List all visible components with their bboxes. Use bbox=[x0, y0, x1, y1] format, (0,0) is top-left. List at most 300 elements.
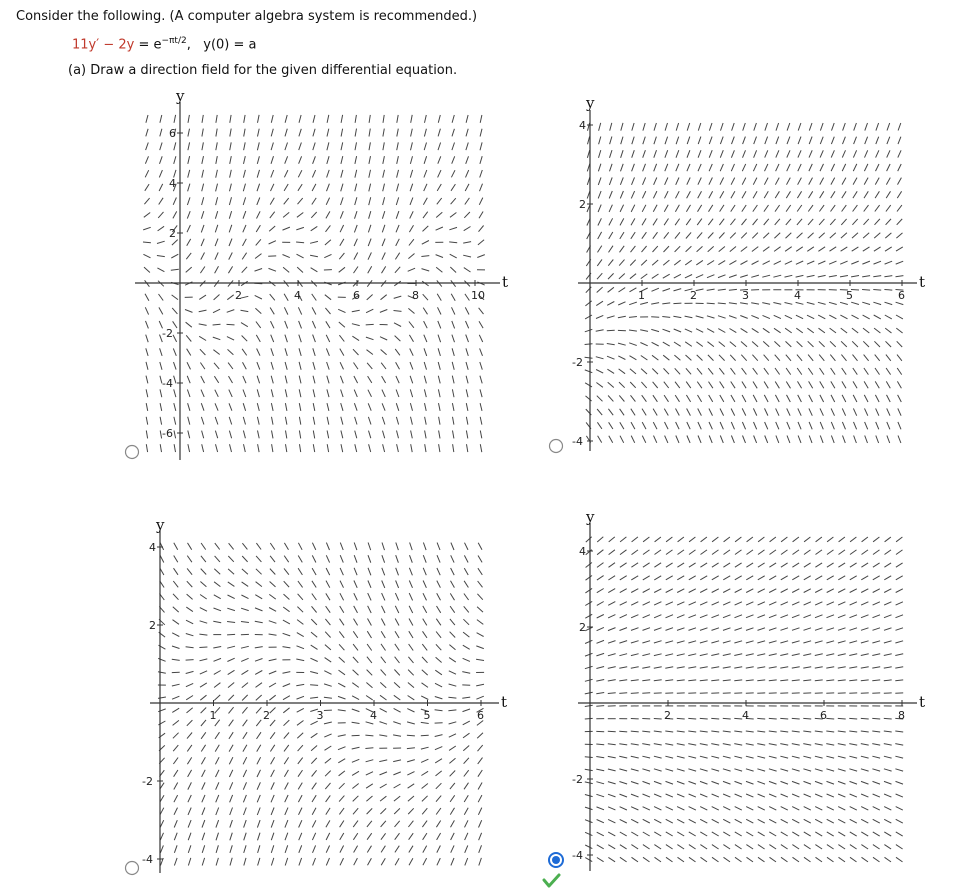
slope-segment bbox=[201, 745, 205, 752]
slope-segment bbox=[632, 857, 639, 862]
slope-segment bbox=[381, 631, 385, 638]
slope-segment bbox=[409, 858, 413, 865]
slope-segment bbox=[842, 191, 846, 198]
radio-option-a[interactable] bbox=[126, 446, 139, 459]
slope-segment bbox=[896, 781, 904, 784]
slope-segment bbox=[284, 720, 290, 726]
slope-segment bbox=[340, 349, 344, 356]
slope-segment bbox=[160, 820, 164, 827]
slope-segment bbox=[619, 382, 625, 388]
slope-segment bbox=[631, 832, 638, 836]
slope-segment bbox=[188, 142, 190, 150]
slope-segment bbox=[201, 239, 204, 246]
slope-segment bbox=[874, 328, 880, 333]
slope-segment bbox=[678, 550, 685, 555]
slope-segment bbox=[160, 444, 161, 452]
slope-segment bbox=[341, 390, 344, 398]
slope-segment bbox=[297, 696, 305, 699]
slope-segment bbox=[873, 576, 880, 580]
slope-segment bbox=[270, 745, 274, 752]
slope-segment bbox=[255, 308, 261, 313]
slope-segment bbox=[160, 403, 162, 411]
slope-segment bbox=[895, 654, 903, 656]
slope-segment bbox=[200, 349, 206, 355]
slope-segment bbox=[839, 537, 845, 542]
slope-segment bbox=[734, 731, 742, 732]
slope-segment bbox=[423, 631, 428, 638]
slope-segment bbox=[666, 563, 673, 567]
slope-segment bbox=[723, 807, 730, 811]
slope-segment bbox=[850, 781, 858, 784]
slope-segment bbox=[230, 170, 232, 178]
slope-segment bbox=[742, 408, 746, 415]
slope-segment bbox=[742, 205, 746, 212]
slope-segment bbox=[757, 654, 765, 656]
slope-segment bbox=[256, 556, 261, 562]
slope-segment bbox=[608, 589, 615, 593]
slope-segment bbox=[465, 845, 468, 852]
slope-segment bbox=[843, 137, 846, 144]
slope-segment bbox=[368, 619, 372, 626]
slope-segment bbox=[382, 581, 385, 588]
slope-segment bbox=[842, 164, 846, 171]
slope-segment bbox=[269, 683, 276, 687]
slope-segment bbox=[312, 783, 317, 790]
slope-segment bbox=[214, 582, 220, 587]
slope-segment bbox=[797, 219, 802, 225]
slope-segment bbox=[754, 436, 757, 443]
slope-segment bbox=[368, 581, 371, 588]
slope-segment bbox=[159, 294, 164, 301]
slope-segment bbox=[850, 857, 857, 862]
slope-segment bbox=[380, 695, 387, 700]
slope-segment bbox=[312, 808, 316, 815]
slope-segment bbox=[815, 641, 823, 643]
slope-segment bbox=[597, 627, 604, 630]
slope-segment bbox=[781, 807, 788, 811]
slope-segment bbox=[608, 273, 614, 279]
slope-segment bbox=[826, 744, 834, 746]
slope-segment bbox=[700, 781, 708, 784]
slope-segment bbox=[758, 628, 766, 631]
slope-segment bbox=[665, 123, 667, 131]
slope-segment bbox=[395, 336, 401, 342]
y-tick-label: -2 bbox=[572, 356, 583, 369]
slope-segment bbox=[712, 807, 719, 811]
slope-segment bbox=[607, 356, 615, 359]
slope-segment bbox=[792, 641, 800, 643]
slope-segment bbox=[229, 390, 232, 397]
slope-segment bbox=[653, 409, 657, 416]
differential-equation: $11y' - 2y = e^{-\pi t/2}$, y(0) = a bbox=[72, 36, 257, 53]
slope-segment bbox=[884, 615, 892, 618]
slope-segment bbox=[313, 115, 315, 123]
slope-segment bbox=[466, 170, 469, 177]
slope-segment bbox=[202, 197, 204, 205]
slope-segment bbox=[463, 746, 469, 751]
slope-segment bbox=[769, 756, 777, 758]
slope-segment bbox=[653, 191, 657, 198]
slope-segment bbox=[735, 845, 742, 849]
slope-segment bbox=[827, 819, 834, 823]
slope-segment bbox=[852, 233, 858, 238]
slope-segment bbox=[466, 376, 468, 384]
slope-segment bbox=[838, 794, 845, 797]
slope-segment bbox=[653, 395, 658, 402]
slope-segment bbox=[396, 403, 399, 411]
slope-segment bbox=[698, 409, 702, 416]
slope-segment bbox=[450, 213, 456, 218]
slope-segment bbox=[607, 316, 615, 318]
slope-segment bbox=[382, 606, 386, 613]
slope-segment bbox=[466, 362, 468, 370]
slope-segment bbox=[793, 550, 800, 555]
slope-segment bbox=[382, 555, 385, 563]
slope-segment bbox=[174, 444, 175, 452]
slope-segment bbox=[769, 794, 776, 797]
slope-segment bbox=[312, 543, 315, 550]
slope-segment bbox=[478, 808, 481, 815]
slope-segment bbox=[466, 348, 468, 356]
slope-segment bbox=[409, 619, 413, 626]
slope-segment bbox=[257, 184, 260, 192]
slope-segment bbox=[797, 233, 803, 239]
slope-segment bbox=[731, 205, 735, 212]
slope-segment bbox=[213, 324, 221, 325]
slope-segment bbox=[338, 759, 345, 763]
slope-segment bbox=[873, 794, 880, 797]
slope-segment bbox=[436, 644, 441, 650]
slope-segment bbox=[895, 641, 903, 643]
slope-segment bbox=[792, 832, 799, 836]
slope-segment bbox=[396, 211, 399, 219]
slope-segment bbox=[746, 667, 754, 668]
slope-segment bbox=[643, 177, 646, 184]
slope-segment bbox=[597, 845, 604, 849]
slope-segment bbox=[655, 537, 661, 542]
slope-segment bbox=[409, 225, 413, 232]
slope-segment bbox=[746, 794, 753, 797]
slope-segment bbox=[654, 781, 662, 784]
slope-segment bbox=[354, 846, 358, 853]
slope-segment bbox=[480, 444, 482, 452]
slope-segment bbox=[840, 276, 848, 277]
slope-segment bbox=[464, 568, 468, 575]
y-tick-label: 4 bbox=[579, 119, 586, 132]
slope-segment bbox=[723, 654, 731, 656]
slope-segment bbox=[776, 422, 779, 429]
slope-segment bbox=[898, 422, 901, 429]
slope-segment bbox=[354, 593, 358, 600]
slope-segment bbox=[285, 321, 288, 329]
slope-segment bbox=[312, 568, 316, 575]
slope-segment bbox=[367, 657, 372, 663]
slope-segment bbox=[686, 205, 690, 212]
slope-segment bbox=[297, 213, 303, 218]
slope-segment bbox=[665, 680, 673, 681]
slope-segment bbox=[620, 794, 628, 797]
slope-segment bbox=[159, 170, 162, 177]
slope-segment bbox=[840, 261, 847, 264]
slope-segment bbox=[229, 225, 232, 233]
correct-check-icon bbox=[544, 875, 559, 886]
slope-segment bbox=[743, 123, 746, 131]
slope-segment bbox=[632, 550, 639, 555]
slope-segment bbox=[743, 137, 746, 145]
slope-segment bbox=[873, 276, 881, 277]
slope-segment bbox=[422, 670, 428, 675]
slope-segment bbox=[200, 595, 207, 600]
slope-segment bbox=[620, 537, 626, 542]
slope-segment bbox=[202, 431, 204, 439]
slope-segment bbox=[735, 537, 741, 542]
slope-segment bbox=[422, 657, 428, 663]
slope-segment bbox=[742, 422, 745, 429]
slope-segment bbox=[666, 537, 672, 542]
slope-segment bbox=[597, 422, 602, 429]
slope-segment bbox=[780, 641, 788, 643]
slope-segment bbox=[310, 672, 318, 674]
slope-segment bbox=[202, 444, 204, 452]
slope-segment bbox=[896, 807, 903, 811]
slope-segment bbox=[228, 595, 235, 599]
slope-segment bbox=[437, 184, 441, 191]
slope-segment bbox=[437, 543, 440, 550]
t-tick-label: 8 bbox=[412, 289, 419, 302]
slope-segment bbox=[752, 247, 758, 252]
slope-segment bbox=[271, 321, 275, 328]
slope-segment bbox=[597, 259, 602, 266]
slope-segment bbox=[677, 845, 684, 849]
slope-segment bbox=[143, 254, 150, 257]
slope-segment bbox=[174, 568, 179, 575]
slope-segment bbox=[863, 247, 870, 251]
slope-segment bbox=[642, 246, 647, 252]
slope-segment bbox=[896, 819, 903, 823]
slope-segment bbox=[598, 205, 601, 212]
slope-segment bbox=[885, 233, 891, 238]
slope-segment bbox=[339, 253, 344, 259]
slope-segment bbox=[861, 654, 869, 656]
slope-segment bbox=[230, 858, 232, 866]
slope-segment bbox=[687, 409, 691, 416]
slope-segment bbox=[678, 857, 685, 862]
slope-segment bbox=[674, 342, 681, 346]
slope-segment bbox=[187, 556, 192, 563]
slope-segment bbox=[397, 444, 399, 452]
slope-segment bbox=[327, 184, 330, 192]
slope-segment bbox=[741, 328, 748, 332]
slope-segment bbox=[665, 654, 673, 656]
slope-segment bbox=[677, 769, 685, 771]
slope-segment bbox=[842, 178, 846, 185]
slope-segment bbox=[479, 845, 482, 853]
slope-segment bbox=[884, 589, 891, 593]
slope-segment bbox=[339, 657, 345, 662]
slope-segment bbox=[201, 211, 203, 219]
slope-segment bbox=[735, 615, 743, 618]
slope-segment bbox=[160, 417, 162, 425]
slope-segment bbox=[216, 782, 219, 789]
slope-segment bbox=[599, 137, 601, 145]
slope-segment bbox=[313, 348, 315, 356]
slope-segment bbox=[896, 537, 902, 542]
slope-segment bbox=[243, 782, 246, 789]
radio-option-d[interactable] bbox=[549, 853, 563, 867]
slope-segment bbox=[697, 355, 703, 361]
slope-segment bbox=[464, 581, 468, 588]
slope-segment bbox=[688, 667, 696, 668]
slope-segment bbox=[188, 833, 191, 841]
slope-segment bbox=[619, 731, 627, 732]
radio-option-b[interactable] bbox=[550, 440, 563, 453]
slope-segment bbox=[827, 781, 835, 784]
slope-segment bbox=[769, 744, 777, 746]
slope-segment bbox=[712, 563, 719, 567]
slope-segment bbox=[299, 431, 300, 439]
slope-segment bbox=[675, 246, 681, 252]
slope-segment bbox=[313, 156, 316, 164]
slope-segment bbox=[381, 846, 385, 853]
slope-segment bbox=[477, 620, 483, 625]
slope-segment bbox=[631, 641, 639, 643]
slope-segment bbox=[663, 355, 669, 360]
slope-segment bbox=[407, 760, 415, 762]
slope-segment bbox=[620, 615, 627, 618]
slope-segment bbox=[740, 316, 747, 319]
slope-segment bbox=[895, 769, 903, 771]
slope-segment bbox=[701, 550, 708, 555]
slope-segment bbox=[243, 431, 245, 439]
slope-segment bbox=[853, 381, 857, 388]
slope-segment bbox=[620, 563, 627, 568]
slope-segment bbox=[620, 436, 624, 443]
slope-segment bbox=[476, 696, 483, 699]
slope-segment bbox=[586, 550, 592, 555]
slope-segment bbox=[173, 594, 179, 600]
slope-segment bbox=[200, 659, 208, 661]
slope-segment bbox=[677, 589, 684, 593]
slope-segment bbox=[341, 417, 343, 425]
slope-segment bbox=[620, 218, 624, 225]
slope-segment bbox=[873, 845, 880, 849]
slope-segment bbox=[285, 389, 287, 397]
slope-segment bbox=[585, 692, 593, 694]
slope-segment bbox=[408, 784, 415, 788]
slope-segment bbox=[186, 620, 193, 624]
slope-segment bbox=[689, 589, 696, 593]
slope-segment bbox=[723, 667, 731, 668]
y-tick-label: 2 bbox=[169, 227, 176, 240]
slope-segment bbox=[200, 582, 206, 587]
slope-segment bbox=[341, 129, 343, 137]
slope-segment bbox=[383, 156, 385, 164]
slope-segment bbox=[407, 772, 414, 776]
slope-segment bbox=[697, 232, 702, 238]
slope-segment bbox=[827, 832, 834, 836]
slope-segment bbox=[257, 156, 259, 164]
slope-segment bbox=[340, 821, 344, 828]
slope-segment bbox=[297, 633, 304, 637]
slope-segment bbox=[712, 819, 719, 823]
slope-segment bbox=[423, 226, 429, 232]
slope-segment bbox=[174, 156, 176, 164]
slope-segment bbox=[734, 718, 742, 719]
slope-segment bbox=[898, 137, 901, 144]
slope-segment bbox=[241, 622, 249, 623]
slope-segment bbox=[313, 335, 316, 343]
slope-segment bbox=[188, 156, 190, 164]
slope-segment bbox=[666, 602, 673, 605]
slope-segment bbox=[172, 696, 179, 699]
slope-segment bbox=[188, 444, 190, 452]
slope-segment bbox=[312, 184, 316, 191]
slope-segment bbox=[850, 794, 857, 797]
slope-segment bbox=[780, 769, 788, 771]
slope-segment bbox=[862, 537, 868, 542]
slope-segment bbox=[792, 781, 800, 784]
slope-segment bbox=[861, 756, 869, 758]
slope-segment bbox=[188, 170, 190, 178]
t-tick-label: 6 bbox=[477, 709, 484, 722]
slope-segment bbox=[173, 198, 176, 205]
slope-segment bbox=[200, 671, 207, 674]
slope-segment bbox=[712, 537, 718, 542]
slope-segment bbox=[257, 820, 260, 828]
slope-segment bbox=[610, 150, 613, 158]
slope-segment bbox=[298, 170, 302, 177]
slope-segment bbox=[230, 795, 233, 802]
slope-segment bbox=[200, 621, 208, 623]
slope-segment bbox=[664, 246, 670, 252]
slope-segment bbox=[769, 576, 776, 580]
slope-segment bbox=[366, 696, 373, 700]
slope-segment bbox=[326, 858, 329, 865]
slope-segment bbox=[437, 606, 441, 613]
slope-segment bbox=[269, 241, 276, 244]
slope-segment bbox=[452, 335, 455, 343]
slope-segment bbox=[366, 324, 374, 325]
slope-segment bbox=[758, 602, 765, 605]
radio-option-c[interactable] bbox=[126, 862, 139, 875]
slope-segment bbox=[819, 328, 825, 333]
slope-segment bbox=[355, 417, 357, 425]
y-tick-label: -4 bbox=[572, 849, 583, 862]
slope-segment bbox=[700, 832, 707, 836]
slope-segment bbox=[711, 769, 719, 771]
slope-segment bbox=[585, 329, 593, 332]
slope-segment bbox=[827, 857, 834, 862]
slope-segment bbox=[381, 295, 387, 300]
slope-segment bbox=[188, 770, 192, 777]
slope-segment bbox=[214, 569, 220, 575]
slope-segment bbox=[712, 615, 720, 618]
slope-segment bbox=[326, 833, 330, 840]
t-axis-label: t bbox=[501, 693, 508, 711]
slope-segment bbox=[227, 622, 235, 623]
slope-segment bbox=[787, 123, 790, 131]
slope-segment bbox=[654, 589, 661, 593]
slope-segment bbox=[643, 537, 649, 542]
slope-segment bbox=[831, 137, 834, 144]
slope-segment bbox=[700, 641, 708, 643]
slope-segment bbox=[242, 695, 248, 701]
slope-segment bbox=[721, 123, 724, 131]
slope-segment bbox=[815, 576, 822, 580]
slope-segment bbox=[463, 733, 470, 738]
slope-segment bbox=[896, 247, 903, 251]
slope-segment bbox=[338, 747, 346, 750]
